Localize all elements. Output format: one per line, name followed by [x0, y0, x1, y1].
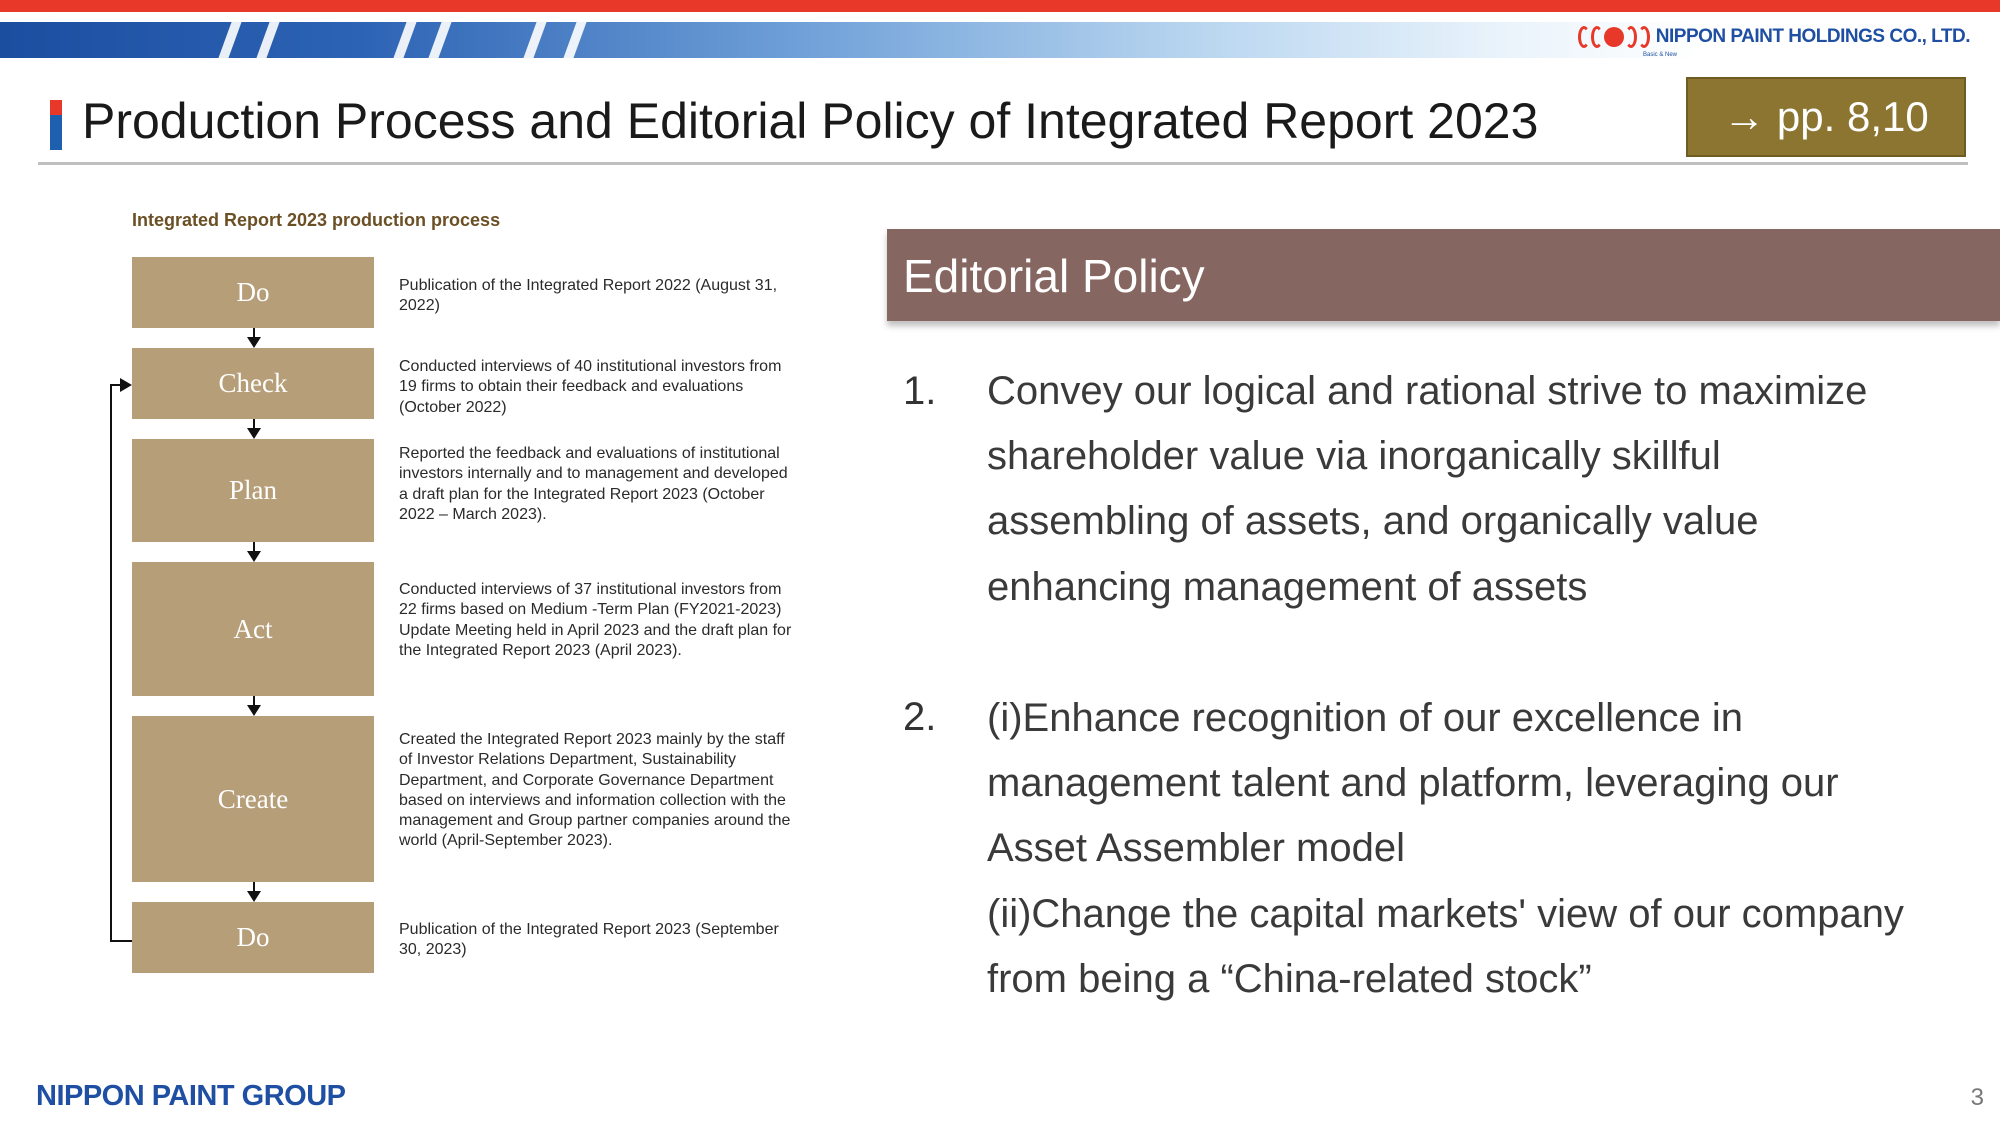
page-reference-badge: → pp. 8,10 — [1686, 77, 1966, 157]
feedback-loop-arrow-icon — [120, 378, 132, 392]
nippon-paint-logo-icon — [1578, 26, 1650, 48]
policy-line: enhancing management of assets — [987, 564, 1588, 609]
top-red-bar — [0, 0, 2000, 12]
policy-line: (ii)Change the capital markets' view of our company — [987, 891, 1904, 936]
editorial-policy-heading: Editorial Policy — [903, 250, 1205, 302]
logo-tagline: Basic & New — [1642, 52, 1677, 58]
process-step-description: Reported the feedback and evaluations of institutional investors internally and to management and developed a draft plan for the Integrated Report 2023 (October 2022 – March 2023). — [399, 445, 788, 523]
down-arrow-icon — [247, 891, 261, 902]
process-step-act: Act — [132, 562, 374, 696]
process-step-description: Conducted interviews of 37 institutional investors from 22 firms based on Medium -Term Plan (FY2021-2023) Update Meeting held in April 2023 and the draft plan for the Integrated Report 2023 (April 2023). — [399, 581, 792, 659]
policy-line: Convey our logical and rational strive to maximize — [987, 369, 1868, 413]
policy-line: shareholder value via inorganically skillful — [987, 434, 1721, 479]
process-step-description: Publication of the Integrated Report 2022 (August 31, 2022) — [399, 277, 778, 315]
policy-line: from being a “China-related stock” — [987, 956, 1592, 1001]
process-step-plan: Plan — [132, 439, 374, 542]
title-accent-bar — [50, 100, 62, 150]
process-step-description: Conducted interviews of 40 institutional investors from 19 firms to obtain their feedback and evaluations (October 2022) — [399, 358, 782, 416]
footer-brand: NIPPON PAINT GROUP — [36, 1080, 346, 1112]
process-step-do-final: Do — [132, 902, 374, 973]
feedback-loop-line — [110, 940, 132, 942]
process-step-description: Publication of the Integrated Report 2023 (September 30, 2023) — [399, 921, 779, 959]
down-arrow-icon — [247, 551, 261, 562]
policy-item-2 — [987, 686, 1967, 1012]
process-step-description: Created the Integrated Report 2023 mainly by the staff of Investor Relations Department, Sustainability Department, and Corporate Governance Department based on interviews and information collection with the management and Group partner companies around the world (April-September 2023). — [399, 731, 791, 850]
page-number: 3 — [1970, 1084, 1984, 1111]
down-arrow-icon — [247, 337, 261, 348]
policy-line: assembling of assets, and organically value — [987, 499, 1759, 544]
down-arrow-icon — [247, 428, 261, 439]
page-title: Production Process and Editorial Policy of Integrated Report 2023 — [82, 93, 1539, 149]
process-step-check: Check — [132, 348, 374, 419]
title-divider — [38, 162, 1968, 165]
policy-line: (i)Enhance recognition of our excellence in — [987, 696, 1743, 740]
process-title: Integrated Report 2023 production process — [132, 210, 501, 230]
company-brand — [1578, 26, 1970, 48]
down-arrow-icon — [247, 705, 261, 716]
process-step-create: Create — [132, 716, 374, 882]
policy-number: 2. — [903, 695, 937, 739]
policy-item-1 — [987, 359, 1967, 620]
policy-line: management talent and platform, leveraging our — [987, 761, 1839, 806]
process-step-do: Do — [132, 257, 374, 328]
policy-number: 1. — [903, 369, 937, 413]
policy-line: Asset Assembler model — [987, 826, 1405, 871]
company-name: NIPPON PAINT HOLDINGS CO., LTD. — [1655, 26, 1970, 47]
feedback-loop-line — [110, 384, 112, 942]
